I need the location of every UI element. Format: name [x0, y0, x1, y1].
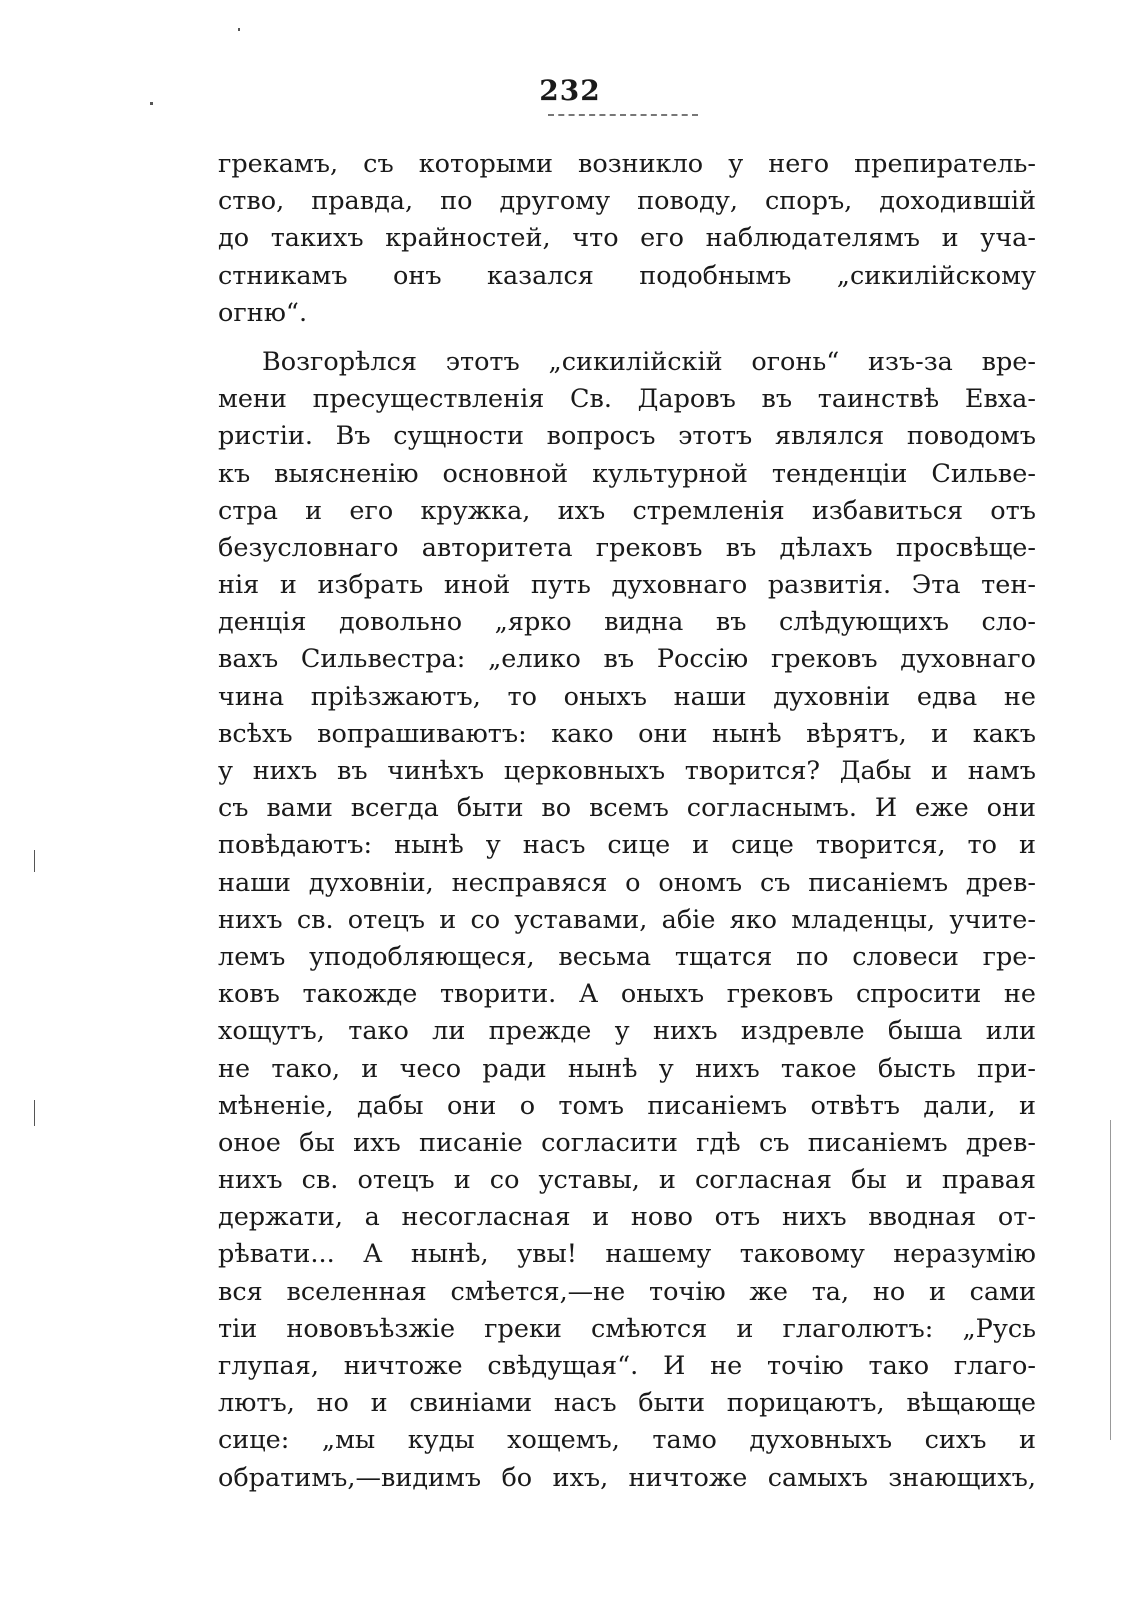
text-line: всѣхъ вопрашиваютъ: како они нынѣ вѣрятъ, и какъ	[218, 718, 1036, 749]
text-line: глупая, ничтоже свѣдущая“. И не точію тако глаго-	[218, 1351, 1036, 1381]
text-line: стра и его кружка, ихъ стремленія избавиться отъ	[218, 495, 1036, 526]
scan-speck	[150, 102, 153, 105]
text-line: мѣненіе, дабы они о томъ писаніемъ отвѣтъ дали, и	[218, 1090, 1036, 1121]
page-number: 232	[539, 74, 601, 107]
text-line: ристіи. Въ сущности вопросъ этотъ являлся поводомъ	[218, 421, 1036, 452]
text-line: безусловнаго авторитета грековъ въ дѣлахъ просвѣще-	[218, 532, 1036, 563]
paragraph-2	[218, 344, 1036, 1497]
text-line: огню“.	[218, 297, 308, 328]
text-line: съ вами всегда быти во всемъ согласнымъ. И еже они	[218, 793, 1036, 824]
text-line: ковъ такожде творити. А оныхъ грековъ спросити не	[218, 979, 1036, 1010]
text-line: оное бы ихъ писаніе согласити гдѣ съ писаніемъ древ-	[218, 1127, 1036, 1158]
scan-speck	[34, 850, 35, 872]
text-line: лютъ, но и свиніами насъ быти порицаютъ, вѣщающе	[218, 1388, 1036, 1419]
text-line: у нихъ въ чинѣхъ церковныхъ творится? Дабы и намъ	[218, 756, 1036, 786]
body-text	[218, 146, 1036, 1497]
text-line: денція довольно „ярко видна въ слѣдующихъ сло-	[218, 607, 1036, 638]
scan-speck	[34, 1100, 35, 1126]
text-line: не тако, и чесо ради нынѣ у нихъ такое бысть при-	[218, 1053, 1036, 1084]
text-line: хощутъ, тако ли прежде у нихъ издревле быша или	[218, 1016, 1036, 1047]
paragraph-1	[218, 146, 1036, 332]
text-line: наши духовніи, несправяся о ономъ съ писаніемъ древ-	[218, 867, 1036, 898]
text-line: нихъ св. отецъ и со уставы, и согласная бы и правая	[218, 1165, 1036, 1196]
text-line: тіи нововъѣзжіе греки смѣются и глаголютъ: „Русь	[218, 1313, 1036, 1344]
text-line: обратимъ,—видимъ бо ихъ, ничтоже самыхъ знающихъ,	[218, 1462, 1036, 1493]
paragraph-gap	[218, 332, 1036, 344]
text-line: нихъ св. отецъ и со уставами, абіе яко младенцы, учите-	[218, 904, 1036, 935]
text-line: держати, а несогласная и ново отъ нихъ вводная от-	[218, 1202, 1036, 1233]
text-line: грекамъ, съ которыми возникло у него препиратель-	[218, 149, 1036, 179]
text-line: рѣвати... А нынѣ, увы! нашему таковому неразумію	[218, 1239, 1036, 1270]
text-line: вся вселенная смѣется,—не точію же та, но и сами	[218, 1276, 1036, 1307]
header-rule	[548, 114, 698, 116]
text-line: лемъ уподобляющеся, весьма тщатся по словеси гре-	[218, 941, 1036, 972]
scan-speck	[1110, 1120, 1111, 1440]
text-line: Возгорѣлся этотъ „сикилійскій огонь“ изъ-за вре-	[262, 346, 1036, 377]
text-line: вахъ Сильвестра: „елико въ Россію грековъ духовнаго	[218, 644, 1036, 675]
text-line: чина пріѣзжаютъ, то оныхъ наши духовніи едва не	[218, 681, 1036, 712]
text-line: сице: „мы куды хощемъ, тамо духовныхъ сихъ и	[218, 1425, 1036, 1456]
text-line: мени пресуществленія Св. Даровъ въ таинствѣ Евха-	[218, 384, 1036, 415]
text-line: къ выясненію основной культурной тенденціи Сильве-	[218, 458, 1036, 489]
scan-speck	[238, 28, 240, 31]
text-line: повѣдаютъ: нынѣ у насъ сице и сице творится, то и	[218, 830, 1036, 861]
text-line: ство, правда, по другому поводу, споръ, доходившій	[218, 186, 1036, 217]
text-line: стникамъ онъ казался подобнымъ „сикилійскому	[218, 260, 1036, 291]
text-line: нія и избрать иной путь духовнаго развитія. Эта тен-	[218, 570, 1036, 601]
text-line: до такихъ крайностей, что его наблюдателямъ и уча-	[218, 223, 1036, 254]
